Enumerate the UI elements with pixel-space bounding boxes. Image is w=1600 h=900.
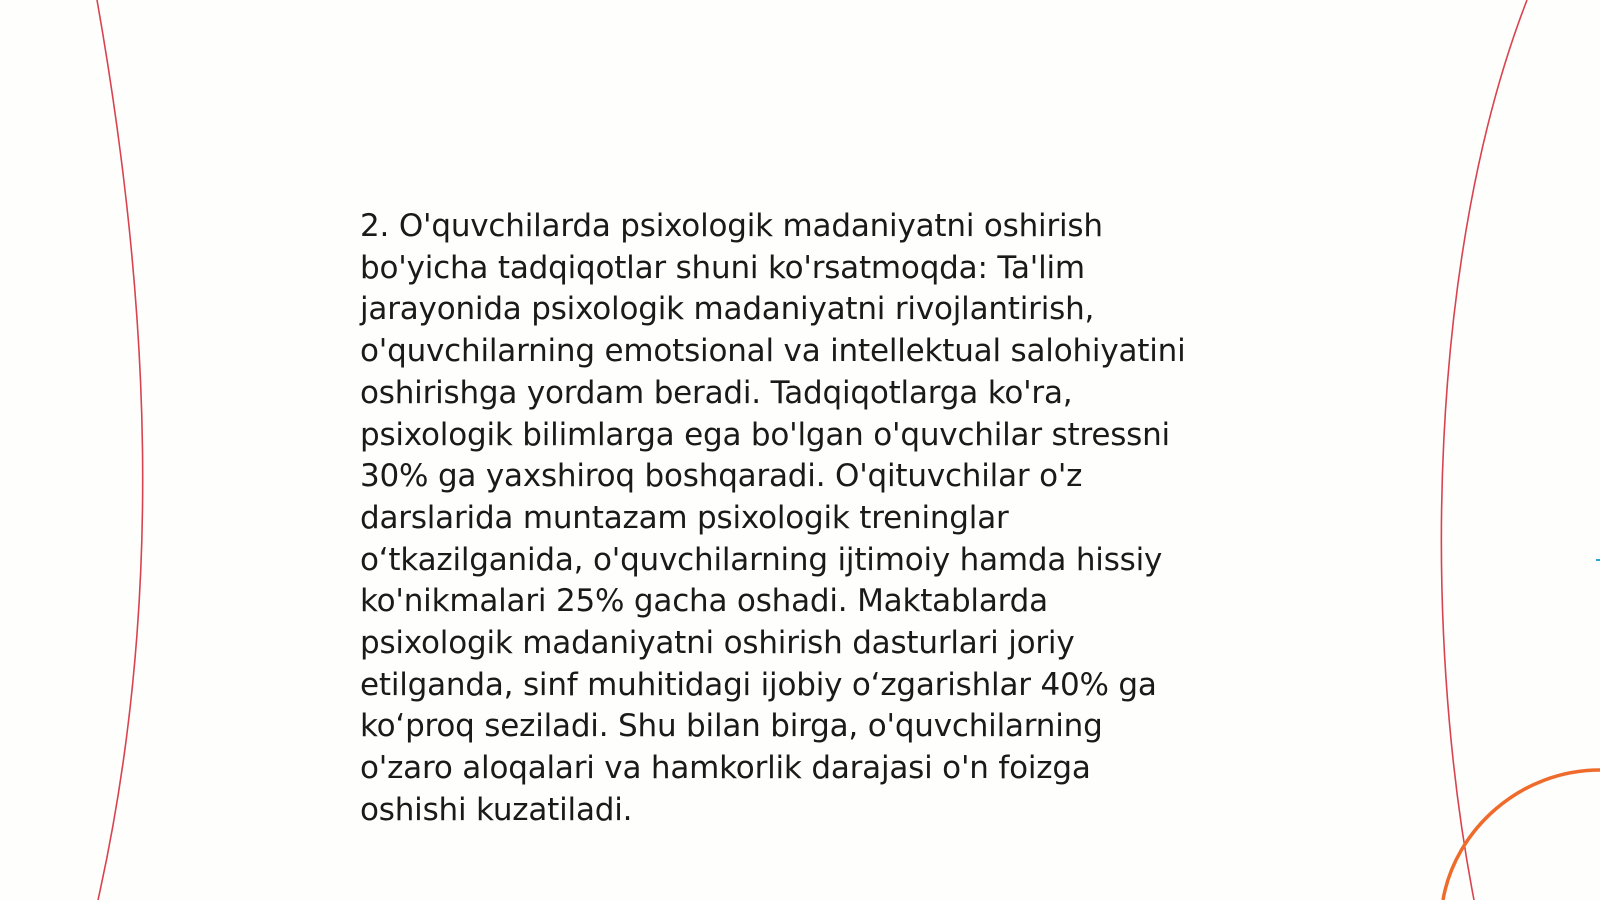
left-curve-line (97, 0, 143, 900)
orange-circle-arc (1443, 770, 1600, 900)
body-paragraph: 2. O'quvchilarda psixologik madaniyatni oshirish bo'yicha tadqiqotlar shuni ko'rsatmoqda: Ta'lim jarayonida psixologik madaniyatni rivojlantirish, o'quvchilarning emotsional va intellektual salohiyatini oshirishga yordam beradi. Tadqiqotlarga ko'ra, psixologik bilimlarga ega bo'lgan o'quvchilar stressni 30% ga yaxshiroq boshqaradi. O'qituvchilar o'z darslarida muntazam psixologik treninglar oʻtkazilganida, o'quvchilarning ijtimoiy hamda hissiy ko'nikmalari 25% gacha oshadi. Maktablarda psixologik madaniyatni oshirish dasturlari joriy etilganda, sinf muhitidagi ijobiy oʻzgarishlar 40% ga koʻproq seziladi. Shu bilan birga, o'quvchilarning o'zaro aloqalari va hamkorlik darajasi o'n foizga oshishi kuzatiladi. (360, 208, 1186, 828)
right-curve-line (1441, 0, 1527, 900)
